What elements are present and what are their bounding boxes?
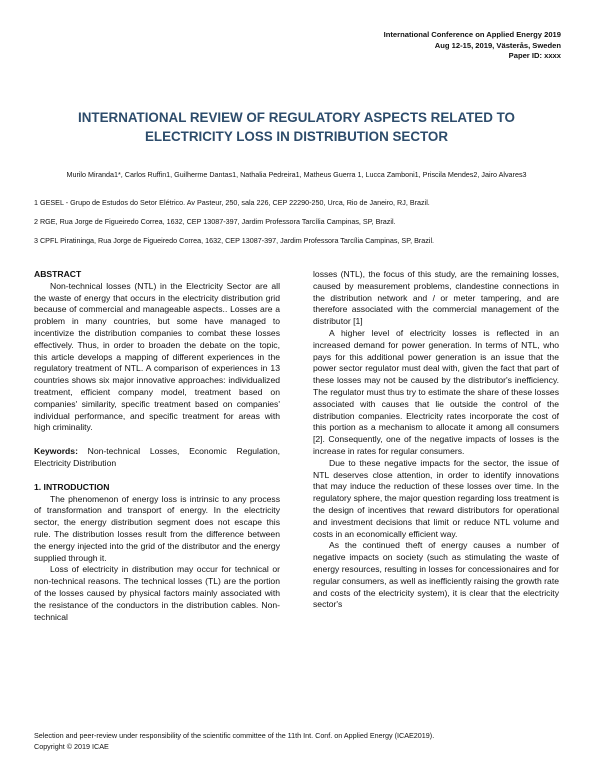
right-paragraph-1: losses (NTL), the focus of this study, are the remaining losses, caused by measurement problems, clandestine connections in the distribution network and / or meter tampering, and are therefore associated with the commercial management of the distributor [1]: [313, 269, 559, 327]
footer-review-note: Selection and peer-review under responsibility of the scientific committee of the 11th Int. Conf. on Applied Energy (ICAE2019).: [34, 731, 435, 740]
author-list: Murilo Miranda1*, Carlos Ruffin1, Guilherme Dantas1, Nathalia Pedreira1, Matheus Guerra 1, Lucca Zamboni1, Priscila Mendes2, Jairo Alvares3: [66, 170, 527, 179]
keywords-label: Keywords:: [34, 446, 78, 457]
right-column: [313, 269, 559, 611]
keywords-text: Non-technical Losses, Economic Regulation, Electricity Distribution: [34, 446, 280, 468]
right-paragraph-3: Due to these negative impacts for the sector, the issue of NTL deserves close attention, in order to identify innovations that may induce the reduction of these losses over time. In the regulatory sphere, the major question regarding loss treatment is the design of incentives that reward distributors for operational and investment decisions that limit or reduce NTL volume and costs in an economically efficient way.: [313, 457, 560, 539]
paper-id: Paper ID: xxxx: [508, 51, 561, 61]
affiliation-2: 2 RGE, Rua Jorge de Figueiredo Correa, 1632, CEP 13087-397, Jardim Professora Tarcília Campinas, SP, Brazil.: [34, 217, 396, 226]
conference-header: [384, 30, 561, 62]
affiliation-3: 3 CPFL Piratininga, Rua Jorge de Figueiredo Correa, 1632, CEP 13087-397, Jardim Professora Tarcília Campinas, SP, Brazil.: [34, 236, 435, 245]
keywords: [34, 446, 280, 470]
abstract-text: Non-technical losses (NTL) in the Electricity Sector are all the waste of energy that occurs in the electricity distribution grid because of commercial and manageable aspects.. Losses are a problem in many countries, but some have managed to incentivize the distribution companies to combat these losses effectively. Thus, in order to broaden the debate on the topic, this article develops a mapping of different experiences in the regulatory treatment of NTL. A comparison of experiences in 13 countries shows six major innovative approaches: individualized treatment, efficient company model, treatment based on companies' similarity, specific treatment based on companies' individual performance, and specific treatment for areas with high criminality.: [34, 280, 280, 433]
paper-title: INTERNATIONAL REVIEW OF REGULATORY ASPECTS RELATED TO ELECTRICITY LOSS IN DISTRIBUTION SECTOR: [78, 110, 515, 144]
affiliation-1: 1 GESEL - Grupo de Estudos do Setor Elétrico. Av Pasteur, 250, sala 226, CEP 22290-250, Urca, Rio de Janeiro, RJ, Brazil.: [34, 198, 430, 207]
conference-dates: Aug 12-15, 2019, Västerås, Sweden: [434, 40, 561, 50]
left-column: [34, 269, 280, 623]
footer: [34, 730, 434, 752]
intro-paragraph-1: The phenomenon of energy loss is intrinsic to any process of transformation and transport of energy. In the electricity sector, the energy distribution segment does not escape this rule. The distribution losses result from the difference between the energy injected into the grid of the distributor and the energy supplied through it.: [34, 493, 280, 563]
abstract-heading: ABSTRACT: [34, 269, 82, 279]
introduction-heading: 1. INTRODUCTION: [34, 481, 110, 492]
footer-copyright: Copyright © 2019 ICAE: [34, 742, 109, 751]
intro-paragraph-2: Loss of electricity in distribution may occur for technical or non-technical reasons. The technical losses (TL) are the portion of the losses caused by physical factors mainly associated with the resistance of the conductors in the distribution cables. Non-technical: [34, 564, 280, 622]
right-paragraph-2: A higher level of electricity losses is reflected in an increased demand for power generation. In terms of NTL, who pays for this additional power generation is an issue that the power sector regulator must deal with, given the fact that part of these losses may not be caused by the distributor's inefficiency. The regulator must thus try to estimate the share of these losses associated with causes that lie outside the control of the distribution companies. Electricity rates incorporate the cost of this portion as a mechanism to allocate it among all consumers [2]. Consequently, one of the negative impacts of losses is the increase in rates for regular consumers.: [313, 327, 559, 456]
right-paragraph-4: As the continued theft of energy causes a number of negative impacts on society (such as stimulating the waste of energy resources, resulting in losses for concessionaires and for regular consumers, as well as inefficiently raising the growth rate and costs of the electricity system), it is clear that the electricity sector's: [313, 540, 559, 610]
conference-name: International Conference on Applied Energy 2019: [383, 30, 561, 39]
